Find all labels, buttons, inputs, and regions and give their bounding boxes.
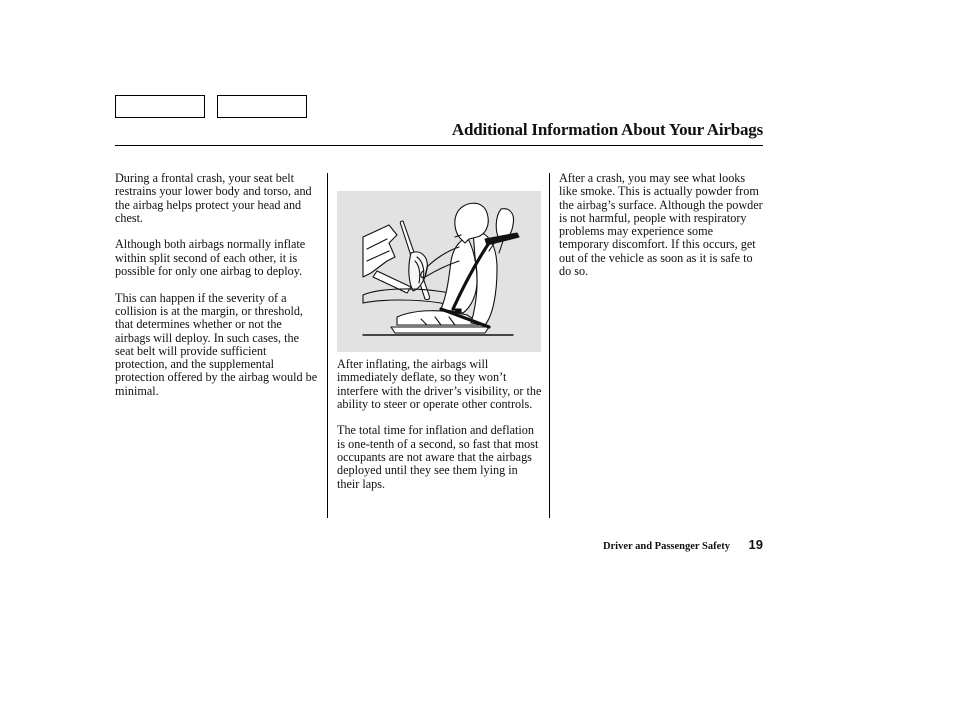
middle-column: [337, 358, 542, 504]
next-page-button[interactable]: [217, 95, 307, 118]
right-column: [559, 172, 764, 292]
paragraph-total-time: The total time for inflation and deflation is one-tenth of a second, so fast that most occupants are not aware that the airbags deployed until they see them lying in their laps.: [337, 423, 539, 491]
left-column: [115, 172, 320, 411]
paragraph-deflation: After inflating, the airbags will immediately deflate, so they won’t interfere with the driver’s visibility, or the ability to steer or operate other controls.: [337, 357, 542, 411]
column-divider-right: [549, 173, 550, 518]
column-divider-left: [327, 173, 328, 518]
paragraph-smoke-powder: After a crash, you may see what looks like smoke. This is actually powder from the airbag’s surface. Although the powder is not harmful, people with respiratory problems may experience some temporary discomfort. If this occurs, get out of the vehicle as soon as it is safe to do so.: [559, 171, 763, 279]
page-number: 19: [748, 537, 763, 552]
airbag-illustration: [337, 191, 541, 352]
footer-section-title: Driver and Passenger Safety: [602, 541, 730, 552]
page-title: Additional Information About Your Airbags: [451, 120, 763, 139]
airbag-deflated-driver-icon: [337, 191, 541, 352]
previous-page-button[interactable]: [115, 95, 205, 118]
paragraph-threshold: This can happen if the severity of a collision is at the margin, or threshold, that determines whether or not the airbags will deploy. In such cases, the seat belt will provide sufficient protection, and the supplemental protection offered by the airbag would be minimal.: [115, 290, 318, 398]
title-divider: [115, 145, 763, 146]
paragraph-frontal-crash: During a frontal crash, your seat belt restrains your lower body and torso, and the airbag helps protect your head and chest.: [115, 171, 312, 225]
paragraph-both-airbags: Although both airbags normally inflate within split second of each other, it is possible for only one airbag to deploy.: [115, 237, 306, 279]
